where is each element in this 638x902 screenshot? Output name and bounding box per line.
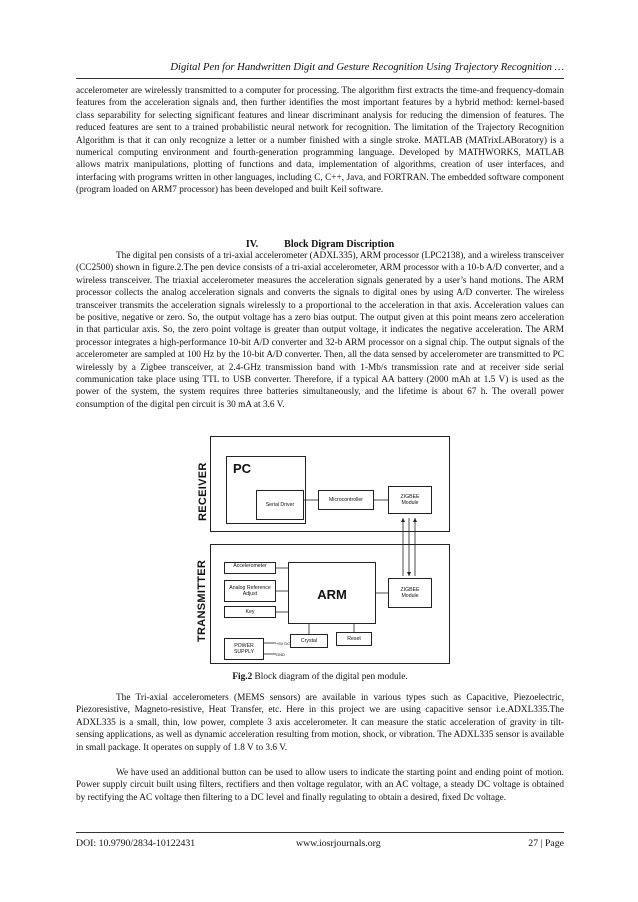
receiver-label: RECEIVER (197, 462, 209, 521)
figure-caption (76, 671, 564, 683)
paragraph-3: The Tri-axial accelerometers (MEMS sensors) are available in various types such as Capacitive, Piezoelectric, Piezoresistive, Magneto-resistive, Heat Transfer, etc. Here in this project we are using capacitive sensor i.e.ADXL335.The ADXL335 is a small, thin, low power, complete 3 axis accelerometer. It can measure the static acceleration of gravity in tilt-sensing applications, as well as dynamic acceleration resulting from motion, shock, or vibration. The ADXL335 sensor is available in small package. It operates on supply of 1.8 V to 3.6 V. (76, 693, 564, 753)
section-title: Block Digram Discription (284, 239, 395, 250)
running-header (76, 60, 564, 79)
power-supply-label: POWER SUPPLY (233, 643, 255, 655)
zigbee-rx-label: ZIGBEE Module (400, 494, 420, 506)
footer-page: 27 | Page (528, 838, 564, 849)
microcontroller-label: Microcontroller (328, 497, 363, 503)
running-title: Digital Pen for Handwritten Digit and Gesture Recognition Using Trajectory Recognition … (170, 62, 564, 73)
paragraph-1: accelerometer are wirelessly transmitted to a computer for processing. The algorithm first extracts the time-and frequency-domain features from the acceleration signals and, then further identifies the most important features by a hybrid method: kernel-based class separability for selecting significant features and linear discriminant analysis for reducing the dimension of features. The reduced features are sent to a trained probabilistic neural network for recognition. The limitation of the Trajectory Recognition Algorithm is that it can only recognize a letter or a number finished with a single stroke. MATLAB (MATrixLABoratory) is a numerical computing environment and fourth-generation programming language. Developed by MATHWORKS, MATLAB allows matrix manipulations, plotting of functions and data, implementation of algorithms, creation of user interfaces, and interfacing with programs written in other languages, including C, C++, Java, and FORTRAN. The embedded software component (program loaded on ARM7 processor) has been developed and built Keil software. (76, 86, 564, 196)
serial-driver-label: Serial Driver (265, 502, 295, 508)
gnd-label: GND (276, 652, 285, 657)
page-footer (76, 832, 564, 849)
pc-label: PC (233, 461, 252, 476)
arm-label: ARM (317, 587, 347, 602)
section-number: IV. (245, 239, 259, 250)
caption-label: Fig.2 (232, 672, 253, 682)
crystal-label: Crystal (300, 638, 318, 644)
paragraph-4: We have used an additional button can be used to allow users to indicate the starting point and ending point of motion. Power supply circuit built using filters, rectifiers and then voltage regulator, with an AC voltage, a steady DC voltage is obtained by rectifying the AC voltage then filtering to a DC level and finally regulating to obtain a desired, fixed Dc voltage. (76, 768, 564, 803)
zigbee-tx-label: ZIGBEE Module (400, 587, 420, 599)
footer-website[interactable]: www.iosrjournals.org (296, 838, 381, 849)
vdc-label: +5V DC (276, 641, 291, 646)
footer-doi: DOI: 10.9790/2834-10122431 (76, 838, 196, 849)
reset-label: Reset (347, 636, 361, 642)
diagram-connectors (190, 436, 470, 668)
caption-text: Block diagram of the digital pen module. (252, 672, 408, 682)
accelerometer-label: Accelerometer (233, 563, 267, 569)
transmitter-label: TRANSMITTER (196, 559, 208, 642)
key-label: Key (245, 609, 255, 615)
block-diagram (190, 436, 470, 668)
paragraph-2: The digital pen consists of a tri-axial accelerometer (ADXL335), ARM processor (LPC2138), and a wireless transceiver (CC2500) shown in figure.2.The pen device consists of a tri-axial accelerometer, ARM processor with a 10-b A/D converter, and a wireless transceiver. The triaxial accelerometer measures the acceleration signals generated by a user’s hand motions. The ARM processor collects the analog acceleration signals and converts the signals to digital ones by using A/D converter. The wireless transceiver transmits the acceleration signals wirelessly to a proportional to the acceleration in that axis. Acceleration values can be positive, negative or zero. So, the output voltage has a zero bias output. The output given at this point means zero acceleration in that particular axis. So, the zero point voltage is greater than output voltage, it indicates the negative acceleration. The ARM processor integrates a high-performance 10-bit A/D converter and 32-b ARM processor on a signal chip. The output signals of the accelerometer are sampled at 100 Hz by the 10-bit A/D converter. Then, all the data sensed by accelerometer are transmitted to PC wirelessly by a Zigbee transceiver, at 2.4-GHz transmission band with 1-Mb/s transmission rate and at receiver side serial communication take place using TTL to USB converter. Therefore, if a typical AA battery (2000 mAh at 1.5 V) is used as the power of the system, the system requires three batteries simultaneously, and the lifetime is about 67 h. The overall power consumption of the digital pen circuit is 30 mA at 3.6 V. (76, 251, 564, 410)
analog-ref-label: Analog Reference Adjust (229, 585, 271, 597)
